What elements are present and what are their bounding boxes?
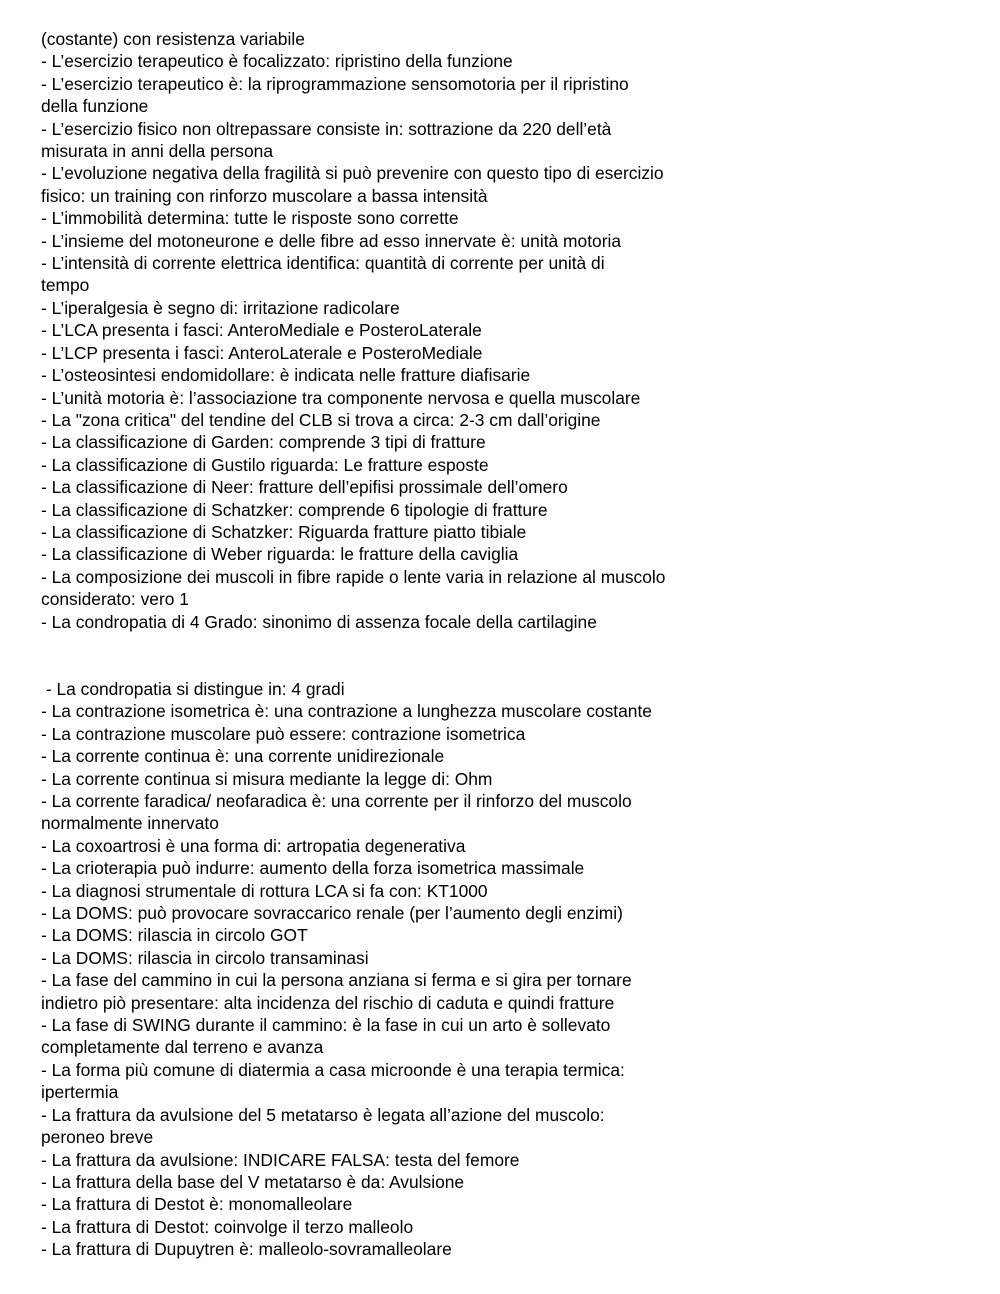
paragraph-spacer bbox=[41, 633, 961, 678]
text-line: - La classificazione di Neer: fratture dell’epifisi prossimale dell’omero bbox=[41, 477, 568, 498]
text-line: - La frattura di Destot: coinvolge il terzo malleolo bbox=[41, 1216, 414, 1237]
text-line: - La coxoartrosi è una forma di: artropatia degenerativa bbox=[41, 835, 466, 856]
text-line: - L’esercizio terapeutico è focalizzato: ripristino della funzione bbox=[41, 51, 513, 72]
text-line: - La classificazione di Gustilo riguarda: Le fratture esposte bbox=[41, 454, 489, 475]
text-line: - La frattura della base del V metatarso è da: Avulsione bbox=[41, 1171, 465, 1192]
text-line: fisico: un training con rinforzo muscolare a bassa intensità bbox=[41, 185, 488, 206]
text-line: - La fase del cammino in cui la persona anziana si ferma e si gira per tornare bbox=[41, 970, 632, 991]
text-line: - La frattura da avulsione del 5 metatarso è legata all’azione del muscolo: bbox=[41, 1104, 605, 1125]
text-line: - La fase di SWING durante il cammino: è la fase in cui un arto è sollevato bbox=[41, 1015, 611, 1036]
text-line: - L’esercizio terapeutico è: la riprogrammazione sensomotoria per il ripristino bbox=[41, 73, 629, 94]
text-line: misurata in anni della persona bbox=[41, 141, 274, 162]
text-line: (costante) con resistenza variabile bbox=[41, 29, 305, 49]
text-line: - La condropatia si distingue in: 4 gradi bbox=[41, 678, 345, 699]
text-line: - La contrazione muscolare può essere: contrazione isometrica bbox=[41, 723, 526, 744]
text-line: - La frattura di Dupuytren è: malleolo-sovramalleolare bbox=[41, 1239, 452, 1260]
text-line: - L’LCA presenta i fasci: AnteroMediale e PosteroLaterale bbox=[41, 320, 482, 341]
text-line: - La frattura di Destot è: monomalleolare bbox=[41, 1194, 353, 1215]
text-line: - L’intensità di corrente elettrica identifica: quantità di corrente per unità di bbox=[41, 253, 605, 274]
text-line: peroneo breve bbox=[41, 1127, 154, 1148]
text-line: indietro piò presentare: alta incidenza del rischio di caduta e quindi fratture bbox=[41, 992, 615, 1013]
text-line: considerato: vero 1 bbox=[41, 589, 189, 610]
text-line: - L’evoluzione negativa della fragilità si può prevenire con questo tipo di esercizio bbox=[41, 163, 664, 184]
text-line: tempo bbox=[41, 275, 90, 296]
text-line: - L’unità motoria è: l’associazione tra componente nervosa e quella muscolare bbox=[41, 387, 641, 408]
text-line: - La DOMS: rilascia in circolo GOT bbox=[41, 925, 308, 946]
text-line: - La corrente continua è: una corrente unidirezionale bbox=[41, 746, 445, 767]
text-line: - L’insieme del motoneurone e delle fibre ad esso innervate è: unità motoria bbox=[41, 230, 622, 251]
text-line: - La DOMS: può provocare sovraccarico renale (per l’aumento degli enzimi) bbox=[41, 903, 623, 924]
text-line: - La forma più comune di diatermia a casa microonde è una terapia termica: bbox=[41, 1059, 625, 1080]
text-line: - La classificazione di Garden: comprende 3 tipi di fratture bbox=[41, 432, 486, 453]
text-line: completamente dal terreno e avanza bbox=[41, 1037, 324, 1058]
text-block-first bbox=[41, 28, 961, 633]
text-line: ipertermia bbox=[41, 1082, 119, 1103]
text-line: - La DOMS: rilascia in circolo transaminasi bbox=[41, 947, 369, 968]
text-line: - La classificazione di Schatzker: comprende 6 tipologie di fratture bbox=[41, 499, 548, 520]
text-line: - La "zona critica" del tendine del CLB si trova a circa: 2-3 cm dall’origine bbox=[41, 409, 601, 430]
text-line: - La classificazione di Schatzker: Riguarda fratture piatto tibiale bbox=[41, 521, 527, 542]
document-page bbox=[41, 28, 961, 1261]
text-line: normalmente innervato bbox=[41, 813, 219, 834]
text-line: - La crioterapia può indurre: aumento della forza isometrica massimale bbox=[41, 858, 585, 879]
text-line: - La classificazione di Weber riguarda: le fratture della caviglia bbox=[41, 544, 519, 565]
text-line: - La diagnosi strumentale di rottura LCA si fa con: KT1000 bbox=[41, 880, 488, 901]
text-line: - La corrente faradica/ neofaradica è: una corrente per il rinforzo del muscolo bbox=[41, 791, 632, 811]
text-line: - L’immobilità determina: tutte le risposte sono corrette bbox=[41, 208, 459, 229]
text-line: - L’iperalgesia è segno di: irritazione radicolare bbox=[41, 297, 400, 318]
text-line: - L’osteosintesi endomidollare: è indicata nelle fratture diafisarie bbox=[41, 365, 531, 386]
text-line: - La condropatia di 4 Grado: sinonimo di assenza focale della cartilagine bbox=[41, 611, 597, 632]
text-line: - L’esercizio fisico non oltrepassare consiste in: sottrazione da 220 dell’età bbox=[41, 118, 612, 139]
text-block-second bbox=[41, 678, 961, 1261]
text-line: - L’LCP presenta i fasci: AnteroLaterale e PosteroMediale bbox=[41, 342, 483, 363]
text-line: - La composizione dei muscoli in fibre rapide o lente varia in relazione al muscolo bbox=[41, 566, 666, 587]
text-line: - La frattura da avulsione: INDICARE FALSA: testa del femore bbox=[41, 1149, 520, 1170]
text-line: della funzione bbox=[41, 96, 149, 117]
text-line: - La corrente continua si misura mediante la legge di: Ohm bbox=[41, 768, 493, 789]
text-line: - La contrazione isometrica è: una contrazione a lunghezza muscolare costante bbox=[41, 701, 652, 722]
